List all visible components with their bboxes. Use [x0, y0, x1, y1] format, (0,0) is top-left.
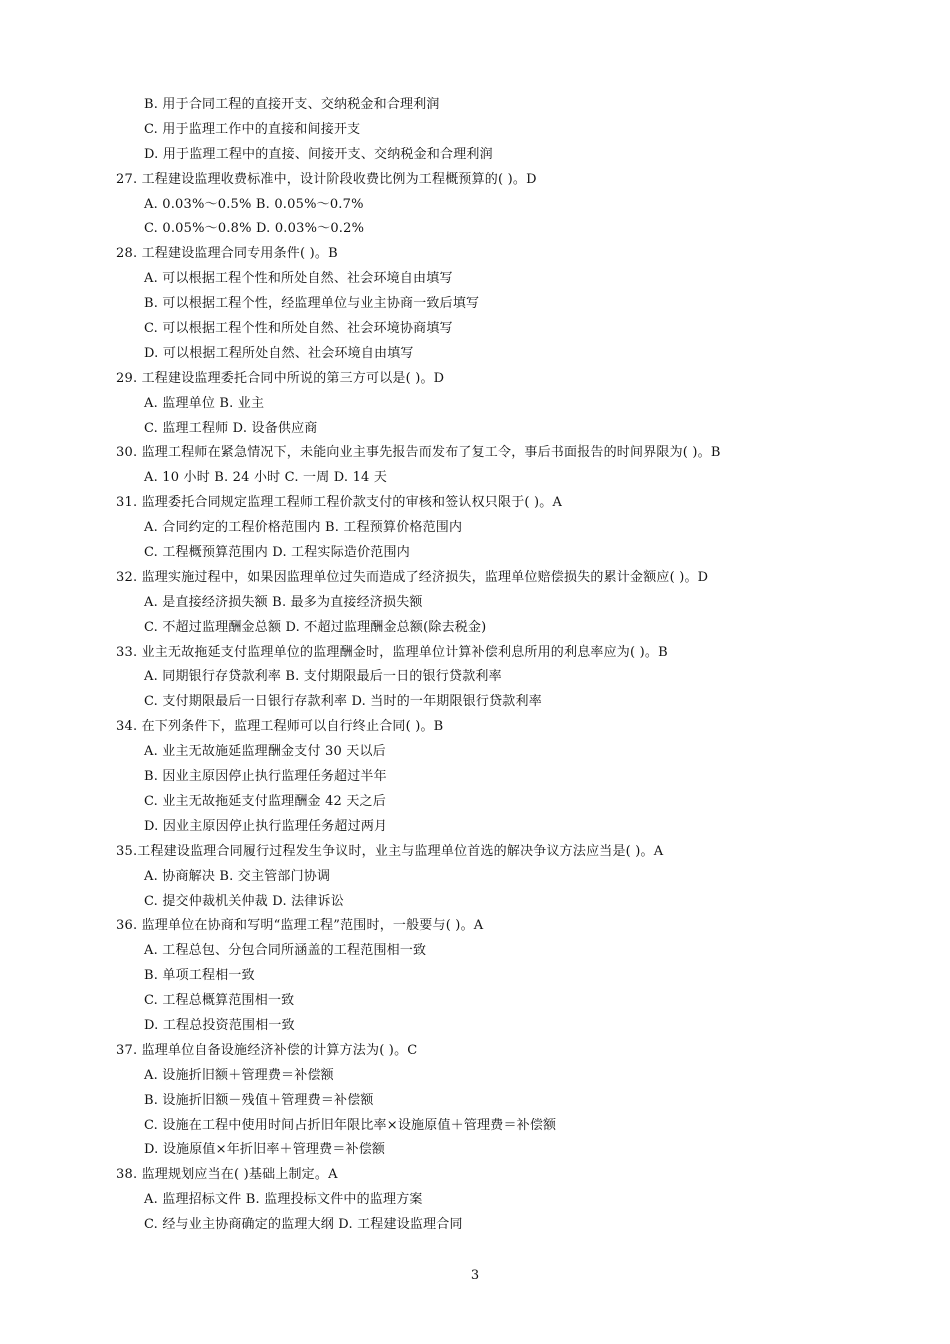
question-line: 29. 工程建设监理委托合同中所说的第三方可以是( )。D: [116, 370, 445, 386]
option-line: C. 业主无故拖延支付监理酬金 42 天之后: [144, 793, 386, 809]
option-line: C. 用于监理工作中的直接和间接开支: [144, 121, 361, 137]
option-line: D. 设施原值×年折旧率＋管理费＝补偿额: [144, 1142, 386, 1158]
option-line: A. 10 小时 B. 24 小时 C. 一周 D. 14 天: [144, 470, 388, 486]
question-line: 28. 工程建设监理合同专用条件( )。B: [116, 246, 338, 262]
option-line: B. 单项工程相一致: [144, 968, 255, 984]
option-line: B. 用于合同工程的直接开支、交纳税金和合理利润: [144, 97, 440, 112]
option-line: C. 工程概预算范围内 D. 工程实际造价范围内: [144, 545, 410, 561]
option-line: A. 可以根据工程个性和所处自然、社会环境自由填写: [144, 271, 453, 287]
question-line: 30. 监理工程师在紧急情况下，未能向业主事先报告而发布了复工令，事后书面报告的时间界限为( )。B: [116, 445, 721, 461]
option-line: D. 用于监理工程中的直接、间接开支、交纳税金和合理利润: [144, 146, 493, 162]
question-list: [0, 93, 950, 1238]
option-line: A. 0.03%～0.5% B. 0.05%～0.7%: [144, 196, 364, 212]
option-line: C. 0.05%～0.8% D. 0.03%～0.2%: [144, 221, 365, 237]
option-line: C. 支付期限最后一日银行存款利率 D. 当时的一年期限银行贷款利率: [144, 694, 542, 710]
option-line: A. 是直接经济损失额 B. 最多为直接经济损失额: [144, 594, 423, 610]
option-line: A. 工程总包、分包合同所涵盖的工程范围相一致: [144, 943, 427, 959]
option-line: A. 业主无故施延监理酬金支付 30 天以后: [144, 744, 386, 760]
question-line: 31. 监理委托合同规定监理工程师工程价款支付的审核和签认权只限于( )。A: [116, 495, 563, 511]
option-line: D. 工程总投资范围相一致: [144, 1017, 295, 1033]
option-line: A. 同期银行存贷款利率 B. 支付期限最后一日的银行贷款利率: [144, 669, 502, 685]
question-line: 33. 业主无故拖延支付监理单位的监理酬金时，监理单位计算补偿利息所用的利息率应为( )。B: [116, 644, 668, 660]
option-line: D. 因业主原因停止执行监理任务超过两月: [144, 818, 388, 834]
option-line: D. 可以根据工程所处自然、社会环境自由填写: [144, 345, 414, 361]
option-line: A. 设施折旧额＋管理费＝补偿额: [144, 1067, 334, 1083]
question-line: 35.工程建设监理合同履行过程发生争议时，业主与监理单位首选的解决争议方法应当是( )。A: [116, 843, 664, 859]
option-line: C. 设施在工程中使用时间占折旧年限比率×设施原值＋管理费＝补偿额: [144, 1117, 557, 1133]
question-line: 36. 监理单位在协商和写明“监理工程”范围时，一般要与( )。A: [116, 918, 484, 934]
option-line: A. 协商解决 B. 交主管部门协调: [144, 868, 331, 884]
option-line: C. 工程总概算范围相一致: [144, 993, 295, 1009]
question-line: 34. 在下列条件下，监理工程师可以自行终止合同( )。B: [116, 719, 444, 735]
question-line: 37. 监理单位自备设施经济补偿的计算方法为( )。C: [116, 1042, 418, 1058]
option-line: C. 不超过监理酬金总额 D. 不超过监理酬金总额(除去税金): [144, 619, 487, 635]
question-line: 27. 工程建设监理收费标准中，设计阶段收费比例为工程概预算的( )。D: [116, 171, 537, 187]
option-line: A. 监理招标文件 B. 监理投标文件中的监理方案: [144, 1192, 423, 1208]
option-line: C. 监理工程师 D. 设备供应商: [144, 420, 318, 436]
question-line: 38. 监理规划应当在( )基础上制定。A: [116, 1167, 338, 1183]
option-line: B. 因业主原因停止执行监理任务超过半年: [144, 769, 387, 785]
question-line: 32. 监理实施过程中，如果因监理单位过失而造成了经济损失，监理单位赔偿损失的累计金额应( )。D: [116, 569, 709, 585]
option-line: B. 可以根据工程个性，经监理单位与业主协商一致后填写: [144, 296, 480, 312]
option-line: B. 设施折旧额－残值＋管理费＝补偿额: [144, 1092, 374, 1108]
option-line: C. 提交仲裁机关仲裁 D. 法律诉讼: [144, 893, 344, 909]
option-line: C. 经与业主协商确定的监理大纲 D. 工程建设监理合同: [144, 1217, 463, 1233]
option-line: A. 监理单位 B. 业主: [144, 395, 265, 411]
option-line: A. 合同约定的工程价格范围内 B. 工程预算价格范围内: [144, 520, 463, 536]
option-line: C. 可以根据工程个性和所处自然、社会环境协商填写: [144, 321, 453, 337]
page-number: 3: [470, 1268, 480, 1283]
